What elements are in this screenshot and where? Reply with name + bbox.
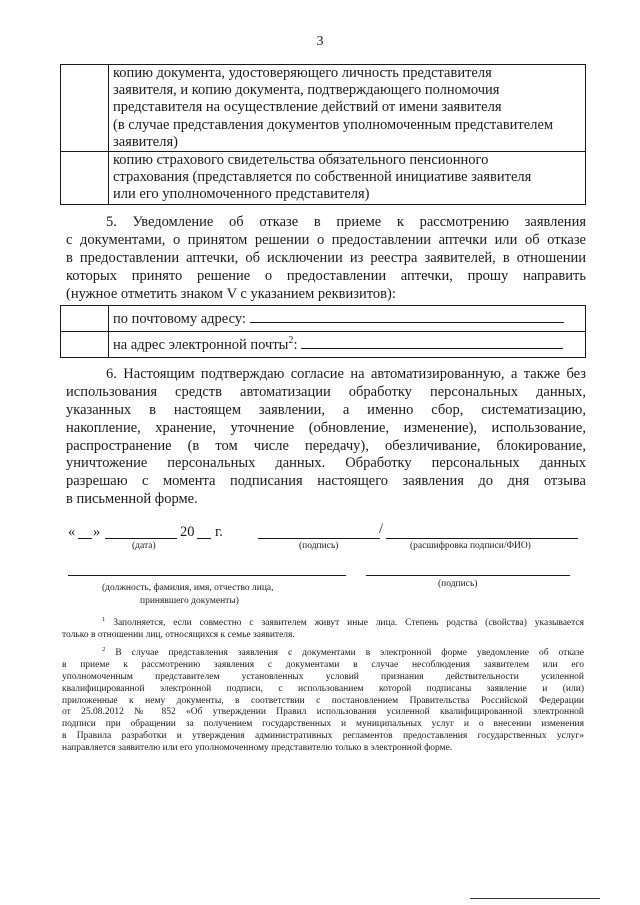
text-line: направляется заявителю или его уполномоченному представителю только в электронной форме. [62, 743, 453, 754]
footnote-text: В случае представления заявления с документами в электронной форме уведомление об отказе [115, 648, 584, 658]
document-description [109, 152, 586, 205]
official-signature-caption: (подпись) [438, 579, 478, 589]
text-line: страхования (представляется по собственной инициативе заявителя [113, 169, 532, 186]
text-line: указанных в настоящем заявлении, а именно сбор, систематизацию, [66, 401, 586, 418]
official-caption-line2: принявшего документы) [140, 596, 239, 606]
checkbox-cell[interactable] [61, 65, 109, 152]
documents-table [60, 64, 586, 205]
table-row [61, 65, 586, 152]
text-line: копию страхового свидетельства обязательного пенсионного [113, 152, 489, 169]
text-line: подписи при обращении за получением государственных и муниципальных услуг и о внесении изменения [62, 719, 584, 730]
text-line: в письменной форме. [66, 491, 198, 508]
postal-address-field[interactable] [250, 309, 564, 323]
notification-method-table [60, 305, 586, 358]
text-line: копию документа, удостоверяющего личность представителя [113, 65, 492, 81]
paragraph-6 [66, 366, 586, 509]
text-line: разрешаю с момента подписания настоящего заявления до дня отзыва [66, 473, 586, 490]
footnote-1 [62, 615, 584, 642]
text-line [62, 645, 584, 660]
postal-address-label: по почтовому адресу: [113, 310, 246, 327]
paragraph-5 [66, 214, 586, 303]
text-line: 6. Настоящим подтверждаю согласие на автоматизированную, а также без [106, 366, 586, 382]
text-line: накопление, хранение, уточнение (обновление, изменение), использование, [66, 419, 586, 436]
text-line: (нужное отметить знаком V с указанием реквизитов): [66, 285, 396, 302]
official-name-field[interactable] [68, 575, 346, 576]
text-line: в предоставлении аптечки, об исключении из реестра заявителей, в отношении [66, 249, 586, 266]
date-open-quote: « [68, 524, 76, 540]
text-line: 5. Уведомление об отказе в приеме к рассмотрению заявления [106, 214, 586, 230]
footnote-text: Заполняется, если совместно с заявителем живут иные лица. Степень родства (свойства) указывается [113, 618, 584, 628]
postal-address-cell [109, 306, 586, 332]
year-prefix: 20 [180, 524, 195, 540]
text-line: представителя на осуществление действий от имени заявителя [113, 99, 502, 116]
text-line [62, 615, 584, 630]
page-number: 3 [316, 34, 324, 49]
text-line: уничтожение персональных данных. Обработку персональных данных [66, 455, 586, 472]
official-signature-field[interactable] [366, 575, 570, 576]
text-line: распространение (в том числе передачу), обезличивание, блокирование, [66, 437, 586, 454]
checkbox-cell[interactable] [61, 306, 109, 332]
document-description [109, 65, 586, 152]
official-caption-line1: (должность, фамилия, имя, отчество лица, [102, 583, 274, 593]
footnote-2 [62, 645, 584, 755]
text-line: уполномоченным представителем установленных условий признания действительности усиленной [62, 671, 584, 682]
text-line: или его уполномоченного представителя) [113, 186, 370, 203]
email-label: на адрес электронной почты [113, 336, 289, 353]
date-caption: (дата) [132, 541, 156, 551]
day-field[interactable] [78, 538, 92, 539]
checkbox-cell[interactable] [61, 332, 109, 358]
text-line: только в отношении лиц, относящихся к семье заявителя. [62, 629, 295, 640]
table-row [61, 306, 586, 332]
text-line: заявителя, и копию документа, подтверждающего полномочия [113, 82, 500, 99]
text-line: (в случае представления документов уполномоченным представителем [113, 116, 554, 133]
year-suffix: г. [215, 524, 223, 540]
name-decode-field[interactable] [386, 538, 578, 539]
footnote-mark: 2 [288, 335, 294, 347]
year-field[interactable] [197, 538, 211, 539]
text-line: заявителя) [113, 133, 178, 150]
text-line: от 25.08.2012 № 852 «Об утверждении Правил использования усиленной квалифицированной электронной [62, 707, 584, 718]
email-colon: : [293, 336, 298, 353]
checkbox-cell[interactable] [61, 152, 109, 205]
footnote-mark: 1 [102, 615, 106, 623]
text-line: в Правила разработки и утверждения административных регламентов предоставления государственных услуг» [62, 731, 584, 742]
signature-caption: (подпись) [299, 541, 339, 551]
email-cell [109, 332, 586, 358]
signature-field[interactable] [258, 538, 380, 539]
date-close-quote: » [93, 524, 101, 540]
text-line: приложенные к нему документы, в соответствии с постановлением Правительства Российской Федерации [62, 695, 584, 706]
text-line: использования средств автоматизации обработку персональных данных, [66, 383, 586, 400]
footnote-mark: 2 [102, 645, 106, 653]
text-line: в приеме к рассмотрению заявления с документами в случае несоблюдения заявителем или его [62, 659, 584, 670]
slash: / [379, 521, 384, 537]
page-bottom-rule [470, 898, 600, 899]
text-line: с документами, о принятом решении о предоставлении аптечки или об отказе [66, 231, 586, 248]
month-field[interactable] [105, 538, 177, 539]
table-row [61, 332, 586, 358]
decode-caption: (расшифровка подписи/ФИО) [410, 541, 531, 551]
text-line: которых принято решение о предоставлении аптечки, прошу направить [66, 267, 586, 284]
text-line: квалифицированной электронной подписи, с использованием которой подписаны заявление и (или) [62, 683, 584, 694]
email-field[interactable] [301, 335, 563, 349]
table-row [61, 152, 586, 205]
